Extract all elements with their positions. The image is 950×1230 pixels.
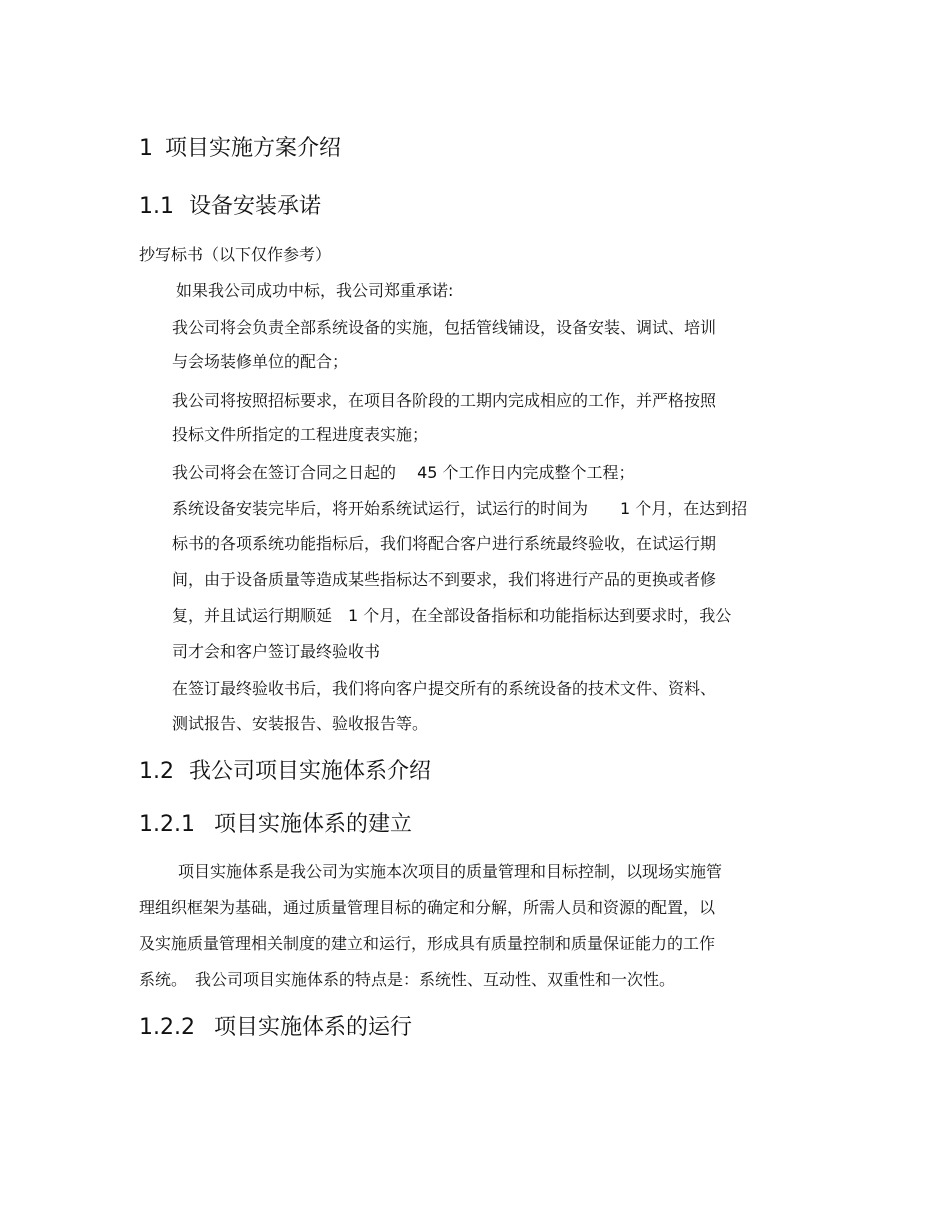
- reference-note: 抄写标书（以下仅作参考）: [139, 245, 332, 264]
- commitment-line: 系统设备安装完毕后，将开始系统试运行，试运行的时间为 1 个月，在达到招: [172, 499, 748, 518]
- heading-number: 1.1: [139, 194, 174, 219]
- commitment-line: 在签订最终验收书后，我们将向客户提交所有的系统设备的技术文件、资料、: [172, 679, 717, 698]
- commitment-line: 间，由于设备质量等造成某些指标达不到要求，我们将进行产品的更换或者修: [172, 570, 717, 589]
- commitment-line: 我公司将按照招标要求，在项目各阶段的工期内完成相应的工作，并严格按照: [172, 391, 717, 410]
- heading-number: 1.2: [139, 759, 174, 784]
- heading-number: 1.2.2: [139, 1015, 195, 1040]
- paragraph-line: 项目实施体系是我公司为实施本次项目的质量管理和目标控制，以现场实施管: [178, 862, 723, 881]
- commitment-line: 我公司将会在签订合同之日起的 45 个工作日内完成整个工程；: [172, 463, 635, 482]
- commitment-line: 标书的各项系统功能指标后，我们将配合客户进行系统最终验收，在试运行期: [172, 534, 717, 553]
- heading-title: 项目实施体系的建立: [214, 812, 413, 837]
- heading-number: 1: [139, 136, 153, 161]
- heading-1-2-2: [139, 1013, 412, 1043]
- paragraph-line: 及实施质量管理相关制度的建立和运行，形成具有质量控制和质量保证能力的工作: [139, 934, 716, 953]
- commitment-line: 与会场装修单位的配合；: [172, 352, 349, 371]
- commitment-line: 我公司将会负责全部系统设备的实施，包括管线铺设，设备安装、调试、培训: [172, 318, 717, 337]
- commitment-line: 测试报告、安装报告、验收报告等。: [172, 714, 429, 733]
- commitment-intro: 如果我公司成功中标，我公司郑重承诺:: [176, 281, 454, 300]
- heading-1-1: [139, 192, 321, 222]
- heading-title: 我公司项目实施体系介绍: [189, 759, 432, 784]
- heading-1: [139, 134, 341, 164]
- heading-1-2: [139, 757, 431, 787]
- commitment-line: 复，并且试运行期顺延 1 个月，在全部设备指标和功能指标达到要求时，我公: [172, 606, 732, 625]
- commitment-line: 投标文件所指定的工程进度表实施；: [172, 425, 429, 444]
- paragraph-line: 系统。 我公司项目实施体系的特点是：系统性、互动性、双重性和一次性。: [139, 970, 676, 989]
- paragraph-line: 理组织框架为基础，通过质量管理目标的确定和分解，所需人员和资源的配置，以: [139, 898, 716, 917]
- heading-title: 项目实施方案介绍: [165, 136, 342, 161]
- heading-number: 1.2.1: [139, 812, 195, 837]
- commitment-line: 司才会和客户签订最终验收书: [172, 642, 381, 661]
- heading-title: 设备安装承诺: [189, 194, 322, 219]
- heading-title: 项目实施体系的运行: [214, 1015, 413, 1040]
- heading-1-2-1: [139, 810, 412, 840]
